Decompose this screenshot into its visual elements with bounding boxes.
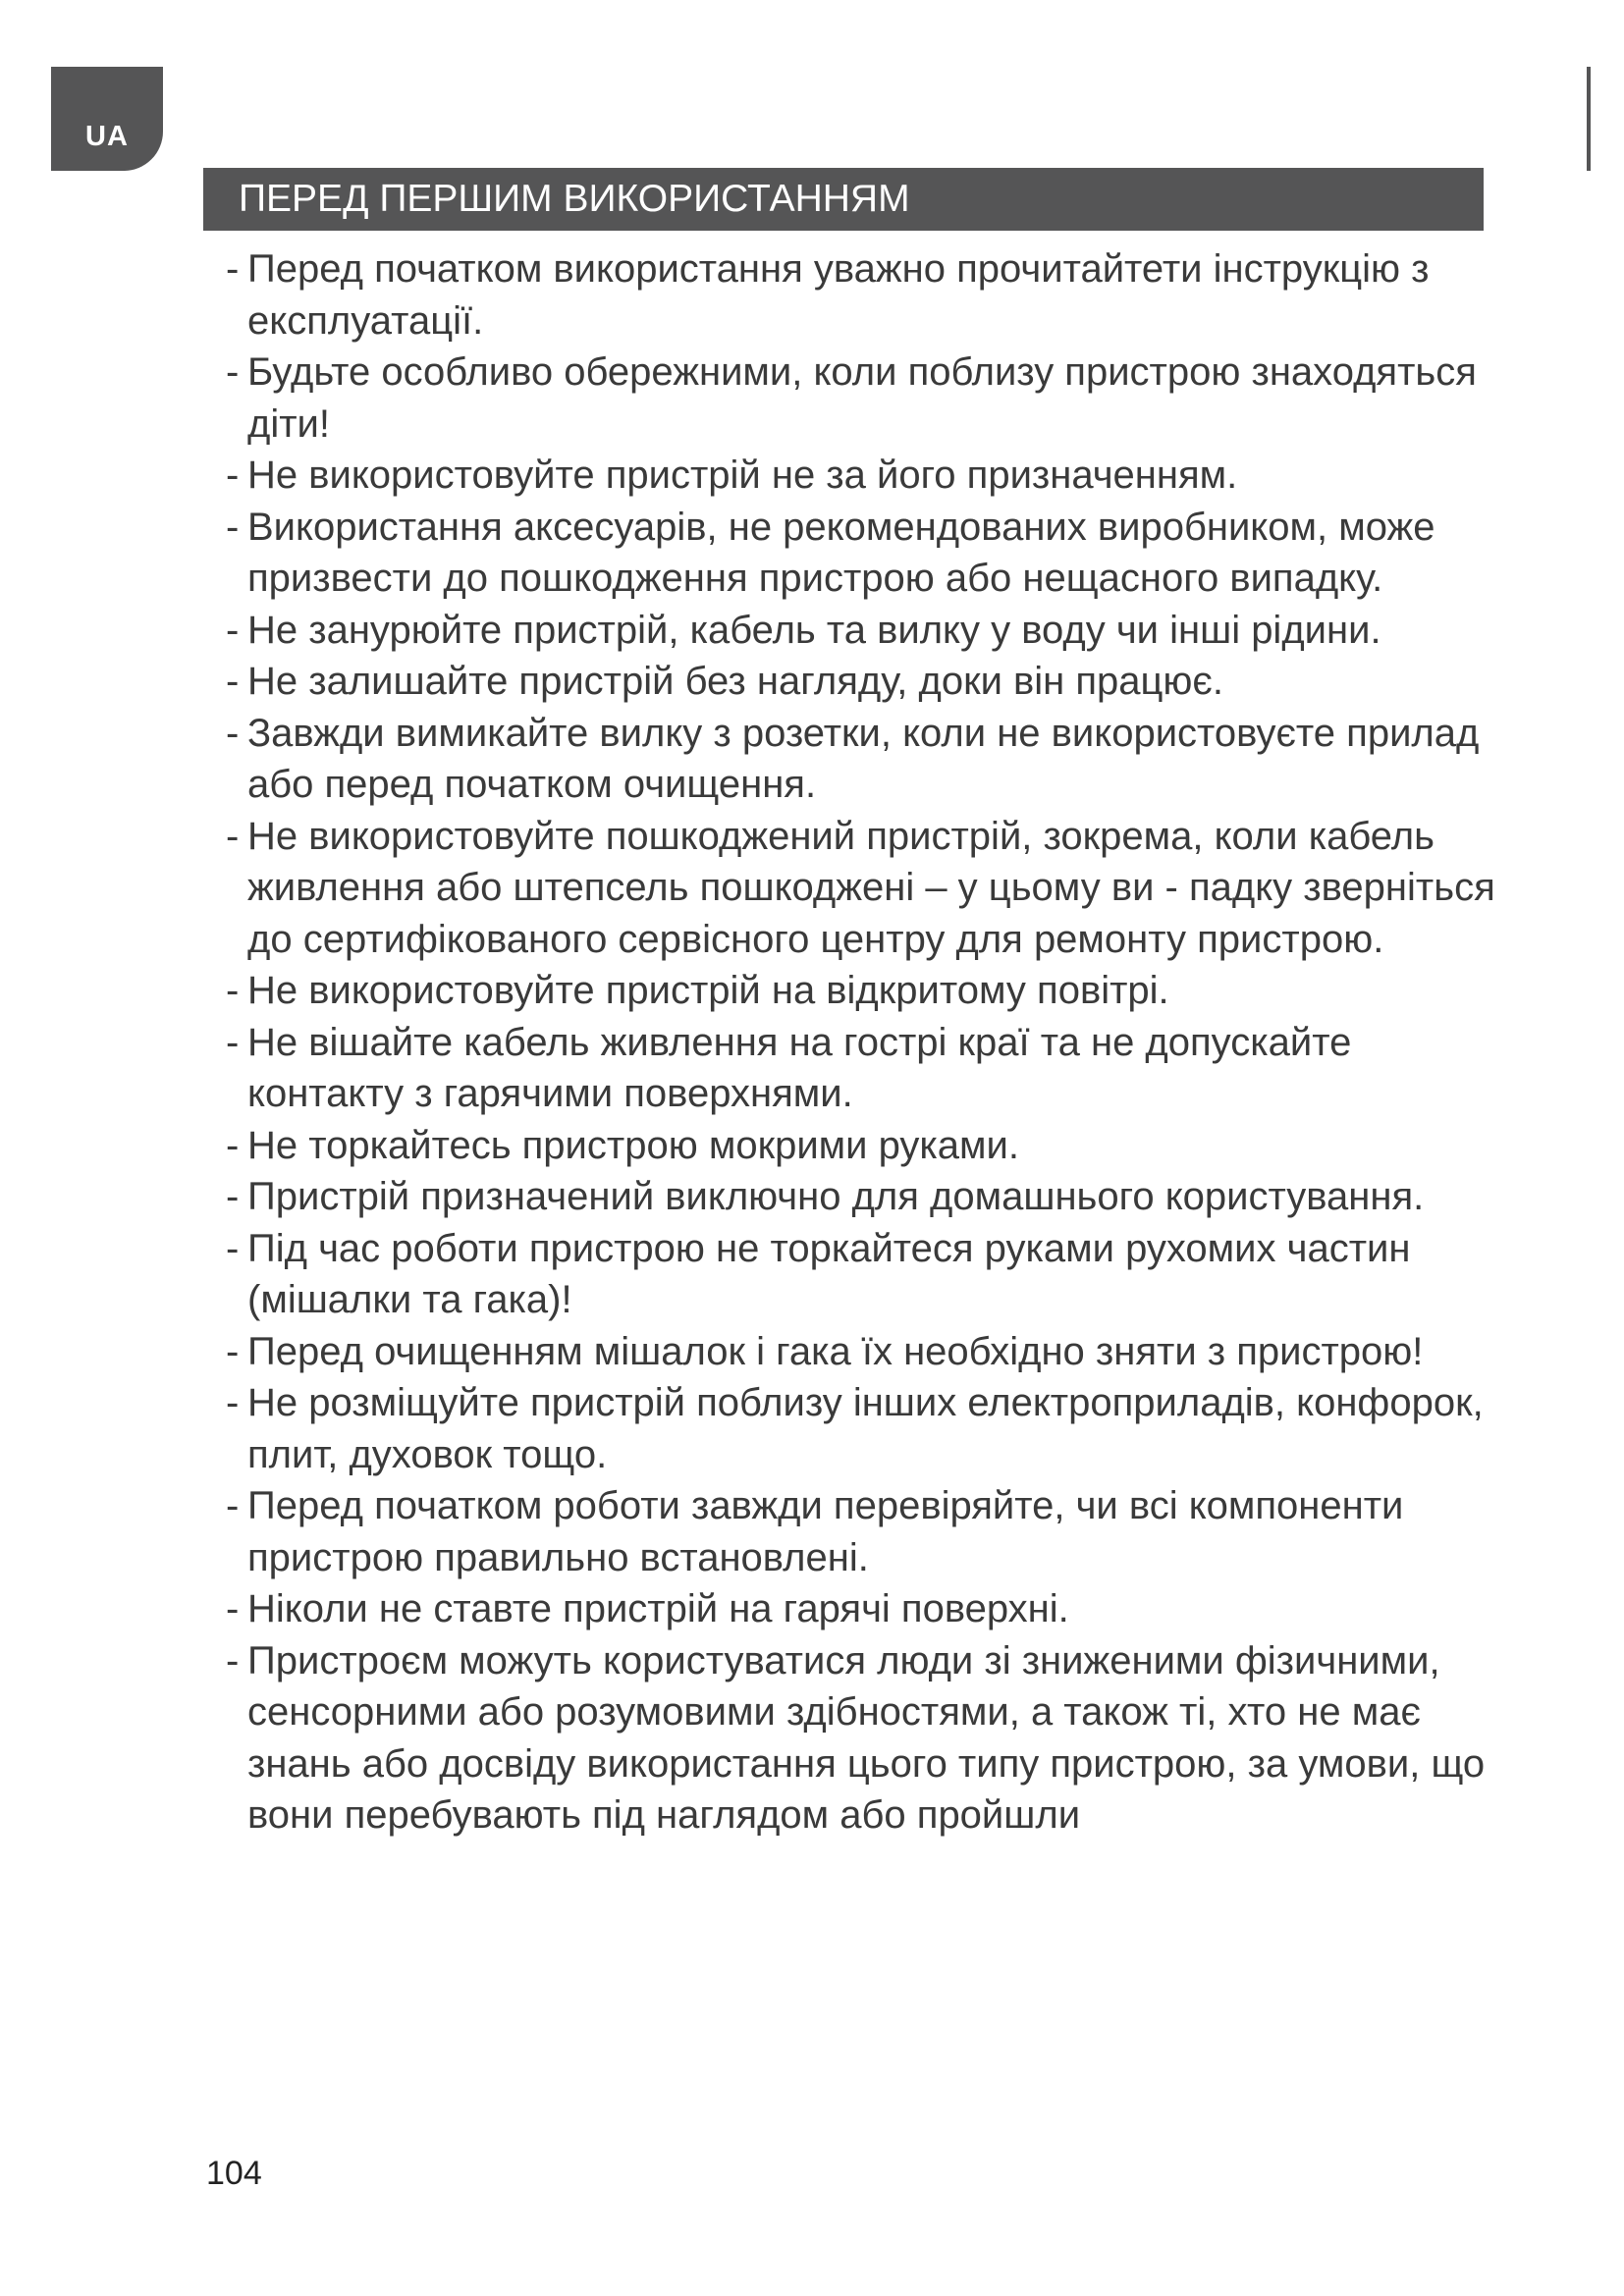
list-item (226, 1377, 1502, 1480)
section-title: ПЕРЕД ПЕРШИМ ВИКОРИСТАННЯМ (203, 168, 1484, 231)
list-item-text: Не використовуйте пристрій не за його призначенням. (247, 454, 1238, 497)
list-item (226, 811, 1502, 966)
list-item-text: Не залишайте пристрій без нагляду, доки він працює. (247, 660, 1223, 703)
list-item (226, 708, 1502, 811)
list-item-text: Пристрій призначений виключно для домашнього користування. (247, 1175, 1425, 1218)
list-item-text: Перед очищенням мішалок і гака їх необхідно зняти з пристрою! (247, 1329, 1424, 1373)
list-item (226, 1635, 1502, 1842)
list-item (226, 965, 1502, 1017)
list-item (226, 656, 1502, 708)
list-item-text: Не торкайтесь пристрою мокрими руками. (247, 1123, 1019, 1167)
bullet-dash: - (226, 711, 240, 755)
list-item (226, 1480, 1502, 1583)
bullet-dash: - (226, 814, 240, 858)
list-item-text: Перед початком роботи завжди перевіряйте, чи всі компоненти пристрою правильно встановлені. (247, 1484, 1404, 1579)
list-item (226, 1223, 1502, 1326)
bullet-dash: - (226, 1484, 240, 1527)
bullet-dash: - (226, 247, 240, 291)
bullet-dash: - (226, 1175, 240, 1218)
bullet-dash: - (226, 969, 240, 1012)
list-item-text: Не використовуйте пристрій на відкритому повітрі. (247, 969, 1169, 1012)
list-item-text: Під час роботи пристрою не торкайтеся руками рухомих частин (мішалки та гака)! (247, 1226, 1411, 1321)
bullet-dash: - (226, 660, 240, 703)
bullet-dash: - (226, 1329, 240, 1373)
bullet-dash: - (226, 1123, 240, 1167)
list-item (226, 1326, 1502, 1378)
bullet-dash: - (226, 1020, 240, 1064)
list-item-text: Перед початком використання уважно прочитайтети інструкцію з експлуатації. (247, 247, 1430, 343)
list-item (226, 1171, 1502, 1223)
bullet-dash: - (226, 1226, 240, 1270)
bullet-dash: - (226, 608, 240, 652)
list-item-text: Ніколи не ставте пристрій на гарячі поверхні. (247, 1587, 1069, 1630)
list-item (226, 1120, 1502, 1172)
language-tab: UA (51, 67, 163, 171)
list-item-text: Будьте особливо обережними, коли поблизу пристрою знаходяться діти! (247, 350, 1477, 446)
list-item (226, 1017, 1502, 1120)
page-edge-marker (1587, 67, 1591, 171)
list-item (226, 1583, 1502, 1635)
bullet-dash: - (226, 454, 240, 497)
list-item-text: Завжди вимикайте вилку з розетки, коли не використовуєте прилад або перед початком очищення. (247, 711, 1480, 806)
safety-instructions-list (226, 243, 1502, 1842)
bullet-dash: - (226, 350, 240, 394)
list-item (226, 243, 1502, 347)
list-item-text: Не занурюйте пристрій, кабель та вилку у воду чи інші рідини. (247, 608, 1381, 652)
list-item-text: Не розміщуйте пристрій поблизу інших електроприладів, конфорок, плит, духовок тощо. (247, 1381, 1484, 1476)
list-item-text: Пристроєм можуть користуватися люди зі зниженими фізичними, сенсорними або розумовими здібностями, а також ті, хто не має знань або досвіду використання цього типу пристрою, за умови, що вони перебувають під наглядом або пройшли (247, 1638, 1486, 1837)
list-item (226, 502, 1502, 605)
bullet-dash: - (226, 505, 240, 549)
bullet-dash: - (226, 1587, 240, 1630)
list-item (226, 347, 1502, 450)
page-number: 104 (206, 2155, 262, 2192)
list-item-text: Не використовуйте пошкоджений пристрій, зокрема, коли кабель живлення або штепсель пошкоджені – у цьому ви - падку зверніться до сертифікованого сервісного центру для ремонту пристрою. (247, 814, 1495, 961)
bullet-dash: - (226, 1381, 240, 1424)
bullet-dash: - (226, 1638, 240, 1682)
list-item (226, 605, 1502, 657)
list-item-text: Не вішайте кабель живлення на гострі краї та не допускайте контакту з гарячими поверхнями. (247, 1020, 1352, 1115)
list-item-text: Використання аксесуарів, не рекомендованих виробником, може призвести до пошкодження пристрою або нещасного випадку. (247, 505, 1435, 600)
list-item (226, 450, 1502, 502)
